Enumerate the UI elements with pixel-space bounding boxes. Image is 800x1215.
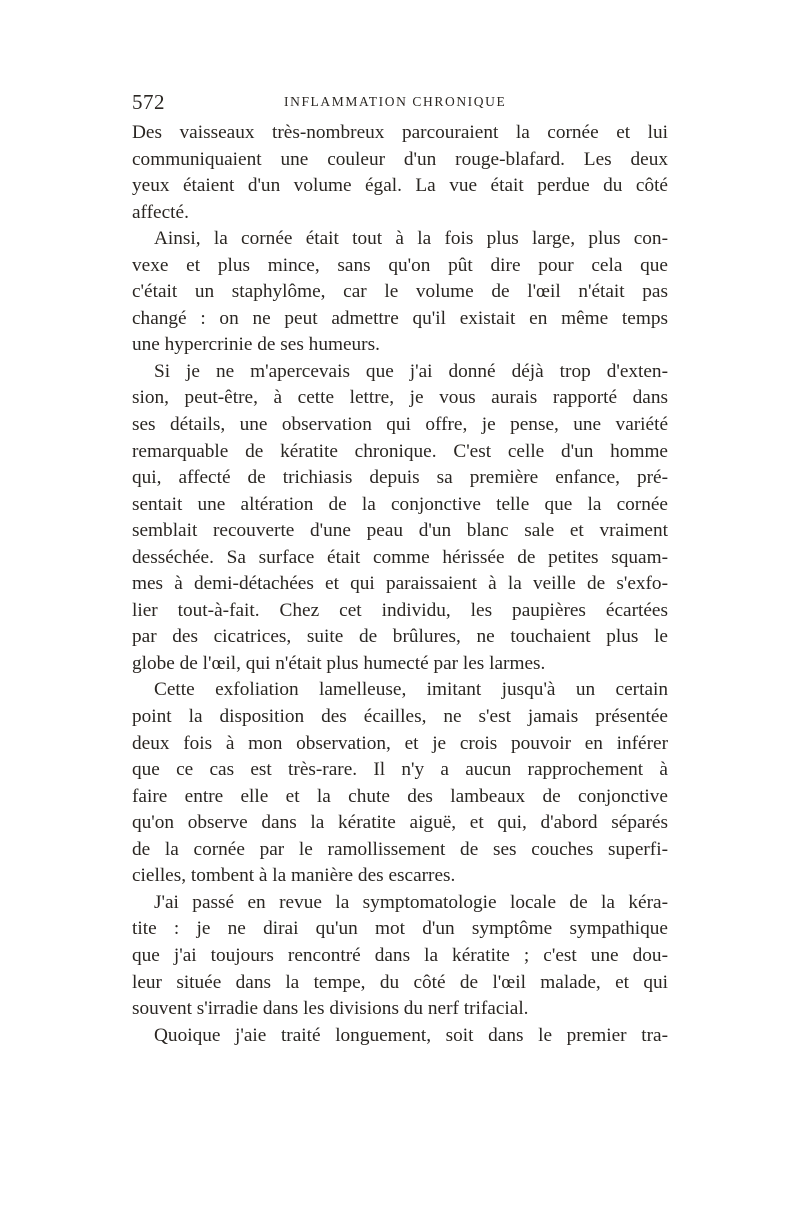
body-text xyxy=(132,120,668,1049)
text-line: desséchée. Sa surface était comme hérissée de petites squam- xyxy=(132,546,668,568)
text-line: ses détails, une observation qui offre, je pense, une variété xyxy=(132,414,668,436)
text-line: Si je ne m'apercevais que j'ai donné déjà trop d'exten- xyxy=(154,360,668,382)
text-line: faire entre elle et la chute des lambeaux de conjonctive xyxy=(132,785,668,807)
text-line: yeux étaient d'un volume égal. La vue était perdue du côté xyxy=(132,175,668,197)
text-line: leur située dans la tempe, du côté de l'œil malade, et qui xyxy=(132,971,668,993)
text-line: semblait recouverte d'une peau d'un blanc sale et vraiment xyxy=(132,520,668,542)
text-line: affecté. xyxy=(132,201,189,223)
text-line: Quoique j'aie traité longuement, soit dans le premier tra- xyxy=(154,1024,668,1046)
text-line: Ainsi, la cornée était tout à la fois plus large, plus con- xyxy=(154,228,668,250)
text-line: sion, peut-être, à cette lettre, je vous aurais rapporté dans xyxy=(132,387,668,409)
text-line: de la cornée par le ramollissement de ses couches superfi- xyxy=(132,838,668,860)
text-line: sentait une altération de la conjonctive telle que la cornée xyxy=(132,493,668,515)
text-line: communiquaient une couleur d'un rouge-blafard. Les deux xyxy=(132,148,668,170)
text-line: vexe et plus mince, sans qu'on pût dire pour cela que xyxy=(132,254,668,276)
text-line: point la disposition des écailles, ne s'est jamais présentée xyxy=(132,706,668,728)
text-line: qu'on observe dans la kératite aiguë, et qui, d'abord séparés xyxy=(132,812,668,834)
page-number: 572 xyxy=(132,90,165,114)
page-header xyxy=(132,88,672,116)
text-line: souvent s'irradie dans les divisions du nerf trifacial. xyxy=(132,998,529,1020)
text-line: qui, affecté de trichiasis depuis sa première enfance, pré- xyxy=(132,467,668,489)
text-line: que ce cas est très-rare. Il n'y a aucun rapprochement à xyxy=(132,759,668,781)
text-line: Cette exfoliation lamelleuse, imitant jusqu'à un certain xyxy=(154,679,668,701)
text-line: mes à demi-détachées et qui paraissaient à la veille de s'exfo- xyxy=(132,573,668,595)
text-line: c'était un staphylôme, car le volume de l'œil n'était pas xyxy=(132,281,668,303)
text-line: lier tout-à-fait. Chez cet individu, les paupières écartées xyxy=(132,599,668,621)
text-line: tite : je ne dirai qu'un mot d'un symptôme sympathique xyxy=(132,918,668,940)
text-line: deux fois à mon observation, et je crois pouvoir en inférer xyxy=(132,732,668,754)
running-title: INFLAMMATION CHRONIQUE xyxy=(284,94,507,109)
text-line: changé : on ne peut admettre qu'il existait en même temps xyxy=(132,307,668,329)
text-line: Des vaisseaux très-nombreux parcouraient la cornée et lui xyxy=(132,122,668,143)
text-line: une hypercrinie de ses humeurs. xyxy=(132,334,380,356)
text-line: que j'ai toujours rencontré dans la kératite ; c'est une dou- xyxy=(132,944,668,966)
text-line: J'ai passé en revue la symptomatologie locale de la kéra- xyxy=(154,891,668,913)
text-line: remarquable de kératite chronique. C'est celle d'un homme xyxy=(132,440,668,462)
text-line: par des cicatrices, suite de brûlures, ne touchaient plus le xyxy=(132,626,668,648)
text-line: cielles, tombent à la manière des escarres. xyxy=(132,865,456,887)
text-line: globe de l'œil, qui n'était plus humecté par les larmes. xyxy=(132,652,546,674)
